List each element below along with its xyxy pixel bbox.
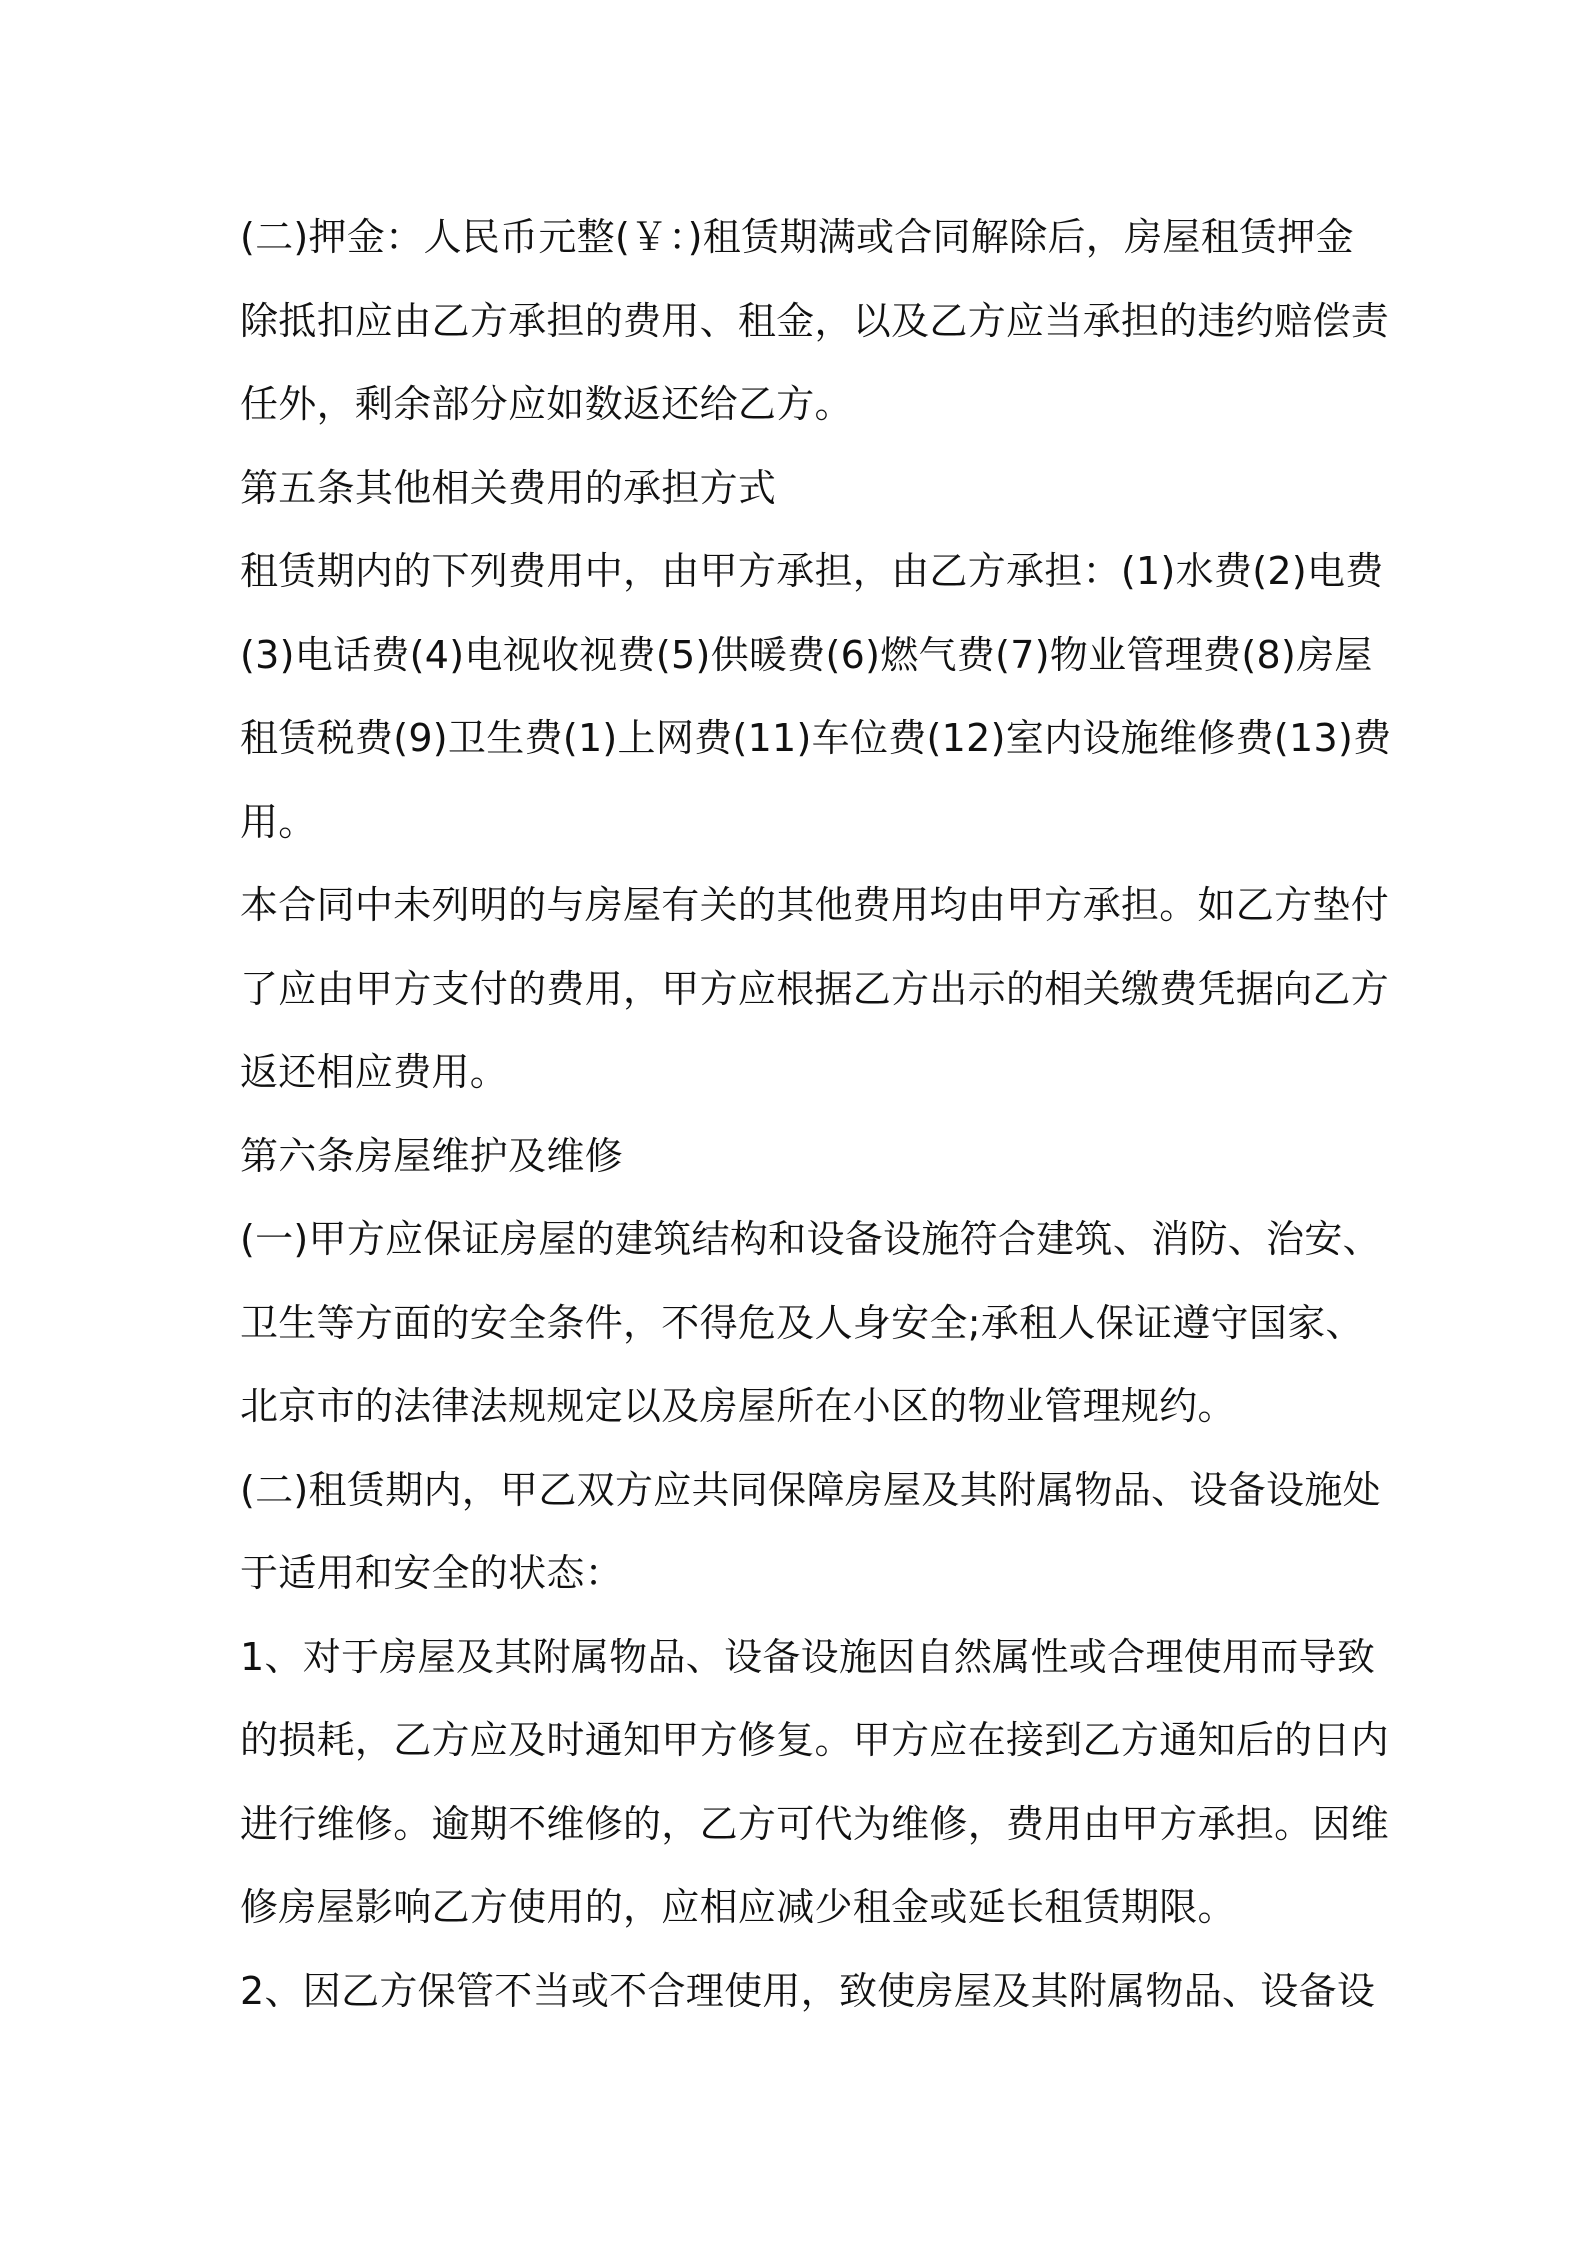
document-body [240, 196, 1392, 2033]
text-line-other-fees-3: 返还相应费用。 [240, 1050, 509, 1094]
text-line-maintenance-2: 卫生等方面的安全条件，不得危及人身安全;承租人保证遵守国家、 [240, 1300, 1364, 1345]
text-line-other-fees-2: 了应由甲方支付的费用，甲方应根据乙方出示的相关缴费凭据向乙方 [240, 966, 1390, 1011]
text-line-joint-duty-2: 于适用和安全的状态： [240, 1551, 624, 1595]
text-line-repair-2: 的损耗，乙方应及时通知甲方修复。甲方应在接到乙方通知后的日内 [240, 1718, 1390, 1762]
text-line-maintenance-1: (一)甲方应保证房屋的建筑结构和设备设施符合建筑、消防、治安、 [240, 1217, 1381, 1261]
text-line-repair-1: 1、对于房屋及其附属物品、设备设施因自然属性或合理使用而导致 [240, 1634, 1376, 1679]
text-line-fees-3: 租赁税费(9)卫生费(1)上网费(11)车位费(12)室内设施维修费(13)费 [240, 716, 1392, 760]
text-line-joint-duty-1: (二)租赁期内，甲乙双方应共同保障房屋及其附属物品、设备设施处 [240, 1467, 1381, 1512]
article-6-heading: 第六条房屋维护及维修 [240, 1133, 624, 1178]
text-line-fees-1: 租赁期内的下列费用中，由甲方承担，由乙方承担：(1)水费(2)电费 [240, 549, 1384, 593]
text-line-repair-3: 进行维修。逾期不维修的，乙方可代为维修，费用由甲方承担。因维 [240, 1801, 1390, 1846]
text-line-fees-4: 用。 [240, 799, 317, 844]
text-line-maintenance-3: 北京市的法律法规规定以及房屋所在小区的物业管理规约。 [240, 1384, 1236, 1428]
text-line-deposit-1: (二)押金：人民币元整(￥：)租赁期满或合同解除后，房屋租赁押金 [240, 215, 1354, 259]
text-line-deposit-2: 除抵扣应由乙方承担的费用、租金，以及乙方应当承担的违约赔偿责 [240, 298, 1390, 343]
text-line-other-fees-1: 本合同中未列明的与房屋有关的其他费用均由甲方承担。如乙方垫付 [240, 883, 1390, 927]
text-line-repair-4: 修房屋影响乙方使用的，应相应减少租金或延长租赁期限。 [240, 1885, 1236, 1929]
text-line-damage-1: 2、因乙方保管不当或不合理使用，致使房屋及其附属物品、设备设 [240, 1968, 1376, 2013]
text-line-deposit-3: 任外，剩余部分应如数返还给乙方。 [240, 382, 853, 426]
text-line-fees-2: (3)电话费(4)电视收视费(5)供暖费(6)燃气费(7)物业管理费(8)房屋 [240, 632, 1373, 677]
article-5-heading: 第五条其他相关费用的承担方式 [240, 465, 777, 510]
